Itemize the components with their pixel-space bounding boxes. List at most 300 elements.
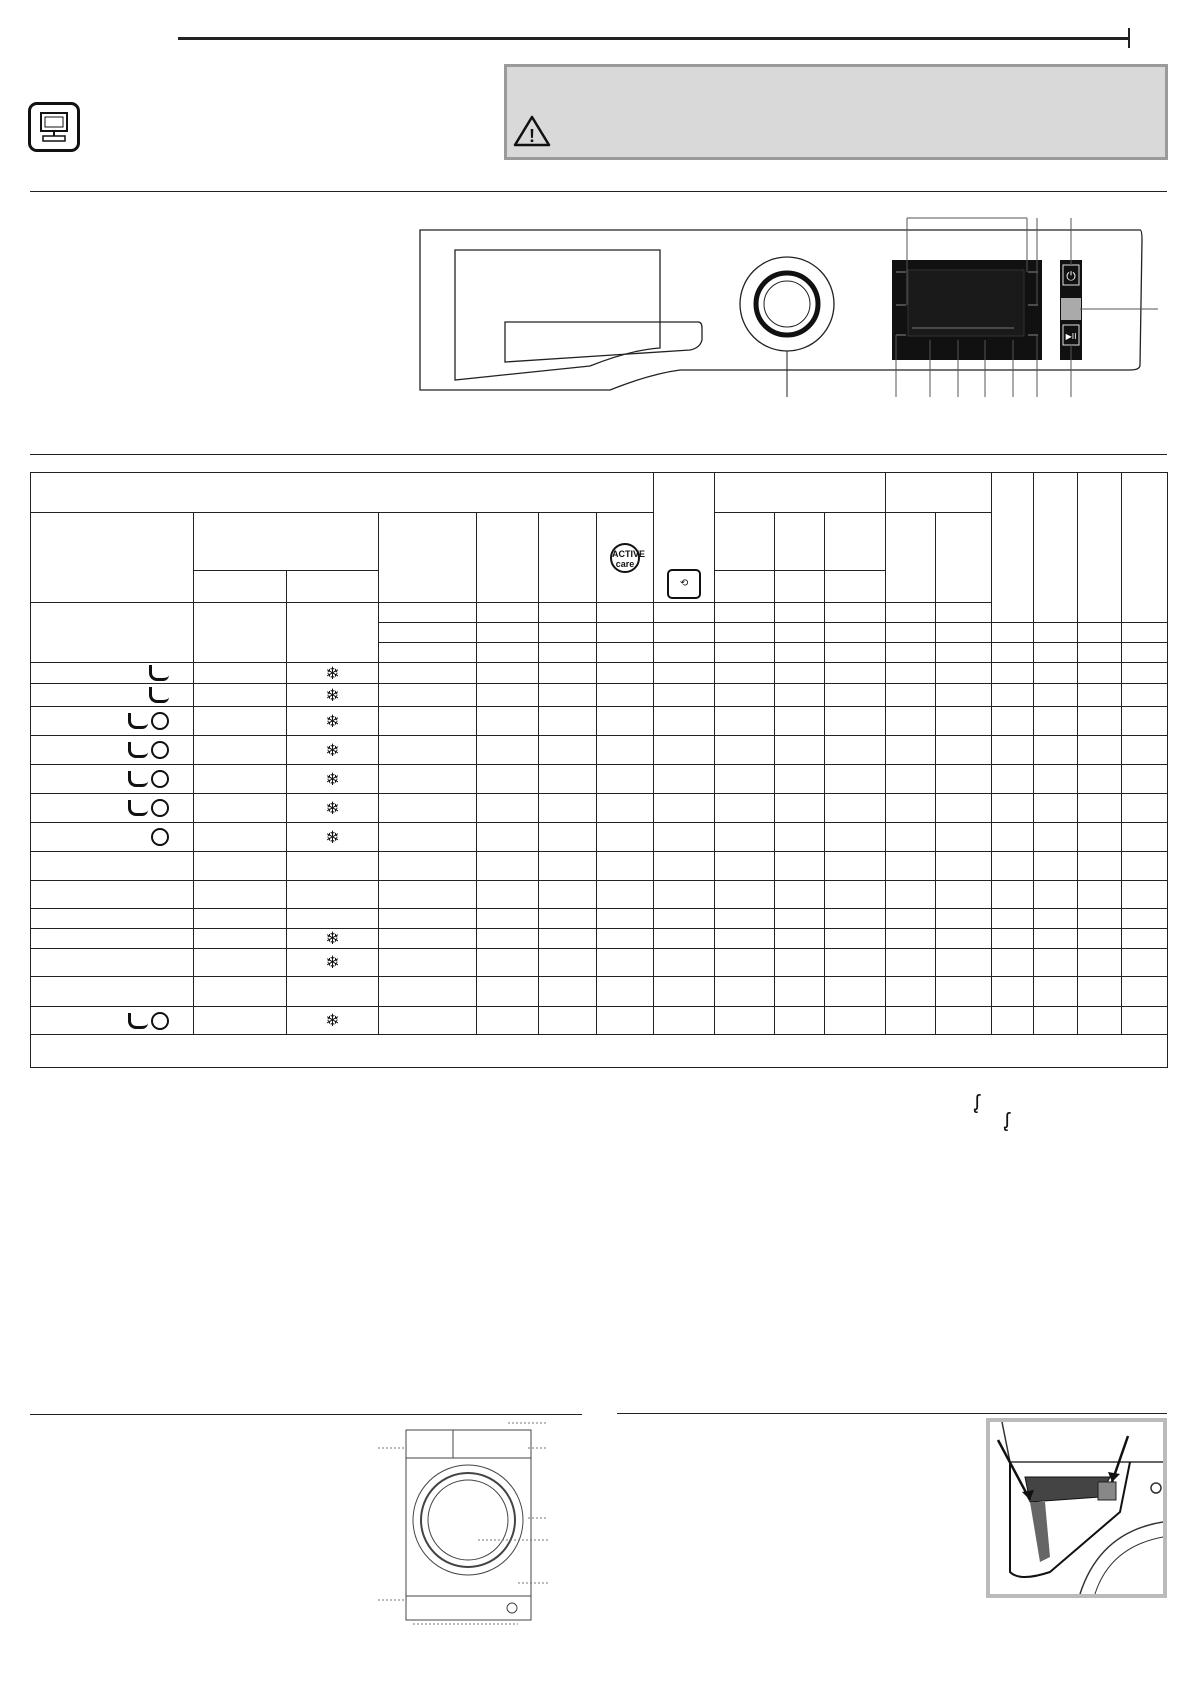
table-cell — [194, 707, 287, 736]
table-cell — [379, 929, 477, 949]
snowflake-icon: ❄ — [325, 769, 340, 789]
table-row — [31, 852, 1168, 881]
table-cell — [654, 909, 715, 929]
table-header-cell — [654, 571, 715, 603]
table-cell — [715, 643, 775, 663]
table-cell — [1078, 881, 1122, 909]
table-cell — [1034, 663, 1078, 684]
table-cell — [194, 823, 287, 852]
table-cell — [539, 881, 597, 909]
snowflake-icon: ❄ — [325, 740, 340, 760]
table-cell — [715, 977, 775, 1007]
table-cell — [825, 684, 886, 707]
table-cell — [992, 794, 1034, 823]
table-cell — [936, 794, 992, 823]
active-care-icon — [151, 770, 169, 788]
table-cell — [992, 643, 1034, 663]
table-cell — [477, 765, 539, 794]
table-cell — [886, 603, 936, 623]
table-cell — [936, 852, 992, 881]
table-cell — [715, 909, 775, 929]
table-row — [31, 1007, 1168, 1035]
section-rule-1 — [30, 191, 1167, 192]
table-row — [31, 684, 1168, 707]
table-cell — [31, 765, 194, 794]
table-cell — [194, 1007, 287, 1035]
table-cell — [379, 765, 477, 794]
table-cell — [379, 881, 477, 909]
table-cell — [1122, 736, 1168, 765]
table-cell — [775, 881, 825, 909]
table-header-cell — [194, 571, 287, 603]
table-header-cell — [936, 513, 992, 603]
table-cell — [775, 603, 825, 623]
table-cell — [1078, 909, 1122, 929]
table-cell — [936, 707, 992, 736]
table-cell — [775, 794, 825, 823]
table-cell — [992, 852, 1034, 881]
table-cell — [1078, 765, 1122, 794]
table-cell — [287, 977, 379, 1007]
table-cell — [775, 736, 825, 765]
table-cell — [597, 707, 654, 736]
table-cell — [539, 623, 597, 643]
table-cell — [992, 684, 1034, 707]
table-cell — [1078, 623, 1122, 643]
table-cell — [1122, 794, 1168, 823]
start-pause-icon[interactable]: ▶II — [1065, 332, 1077, 341]
table-header-cell — [1034, 473, 1078, 623]
table-cell — [31, 909, 194, 929]
soil-level-icon — [149, 665, 169, 681]
monitor-icon — [28, 102, 80, 152]
table-footnote-row — [31, 1035, 1168, 1068]
table-cell — [1122, 949, 1168, 977]
table-cell — [886, 823, 936, 852]
table-cell — [886, 643, 936, 663]
table-cell — [31, 794, 194, 823]
table-cell — [1034, 765, 1078, 794]
table-cell — [31, 736, 194, 765]
table-cell — [775, 1007, 825, 1035]
table-cell — [1034, 852, 1078, 881]
table-cell — [936, 684, 992, 707]
table-cell — [992, 765, 1034, 794]
table-cell — [825, 623, 886, 643]
table-cell — [597, 736, 654, 765]
table-cell — [715, 623, 775, 643]
table-cell — [379, 707, 477, 736]
table-cell — [287, 707, 379, 736]
table-cell — [654, 977, 715, 1007]
table-cell — [287, 684, 379, 707]
table-cell — [379, 736, 477, 765]
table-header-cell — [477, 513, 539, 603]
table-cell — [654, 881, 715, 909]
table-cell — [936, 977, 992, 1007]
table-cell — [936, 1007, 992, 1035]
table-cell — [539, 1007, 597, 1035]
active-care-icon — [151, 828, 169, 846]
table-cell — [654, 949, 715, 977]
snowflake-icon: ❄ — [325, 798, 340, 818]
table-cell — [715, 881, 775, 909]
table-cell — [1122, 663, 1168, 684]
table-cell — [936, 909, 992, 929]
table-cell — [1034, 823, 1078, 852]
table-cell — [31, 949, 194, 977]
header-rule — [178, 37, 1128, 40]
table-cell — [597, 823, 654, 852]
table-header-cell — [825, 571, 886, 603]
table-cell — [1034, 684, 1078, 707]
table-header-cell — [1122, 473, 1168, 623]
table-row — [31, 929, 1168, 949]
table-cell — [936, 949, 992, 977]
table-cell — [886, 1007, 936, 1035]
table-cell — [31, 823, 194, 852]
table-cell — [1122, 977, 1168, 1007]
table-cell — [379, 823, 477, 852]
table-cell — [1122, 929, 1168, 949]
active-care-icon — [151, 799, 169, 817]
table-cell — [477, 977, 539, 1007]
table-cell — [992, 949, 1034, 977]
table-cell — [886, 736, 936, 765]
table-cell — [1078, 663, 1122, 684]
table-cell — [992, 707, 1034, 736]
table-cell — [287, 909, 379, 929]
table-cell — [539, 852, 597, 881]
table-cell — [597, 684, 654, 707]
table-cell — [379, 663, 477, 684]
table-cell — [825, 909, 886, 929]
table-cell — [379, 794, 477, 823]
table-header-cell — [825, 513, 886, 571]
table-cell — [477, 929, 539, 949]
table-cell — [775, 643, 825, 663]
table-cell — [1078, 949, 1122, 977]
table-cell — [477, 1007, 539, 1035]
table-cell — [886, 684, 936, 707]
dose-icon: ⟲ — [667, 569, 701, 599]
snowflake-icon: ❄ — [325, 685, 340, 705]
table-cell — [886, 852, 936, 881]
table-cell — [825, 823, 886, 852]
table-cell — [597, 929, 654, 949]
table-cell — [992, 1007, 1034, 1035]
table-cell — [775, 823, 825, 852]
table-row — [31, 736, 1168, 765]
table-cell — [992, 977, 1034, 1007]
table-cell — [775, 623, 825, 643]
table-cell — [539, 765, 597, 794]
notice-box — [504, 64, 1168, 160]
table-cell — [992, 623, 1034, 643]
table-cell — [287, 949, 379, 977]
table-cell — [992, 881, 1034, 909]
table-cell — [1034, 736, 1078, 765]
table-cell — [31, 977, 194, 1007]
table-cell — [654, 852, 715, 881]
table-cell — [539, 949, 597, 977]
table-cell — [379, 1007, 477, 1035]
table-cell — [936, 881, 992, 909]
table-cell — [194, 736, 287, 765]
table-cell — [597, 881, 654, 909]
table-cell — [1122, 852, 1168, 881]
table-cell — [379, 949, 477, 977]
table-cell — [825, 977, 886, 1007]
detergent-drawer-photo — [986, 1418, 1167, 1598]
washer-front-diagram — [378, 1418, 568, 1628]
table-cell — [886, 663, 936, 684]
table-cell — [287, 603, 379, 663]
table-cell — [194, 852, 287, 881]
table-cell — [539, 823, 597, 852]
soil-level-icon — [128, 800, 148, 816]
table-cell — [287, 823, 379, 852]
table-cell — [1078, 1007, 1122, 1035]
table-cell — [1078, 643, 1122, 663]
section-rule-2 — [30, 454, 1167, 455]
table-cell — [715, 707, 775, 736]
table-cell — [477, 707, 539, 736]
table-cell — [1078, 977, 1122, 1007]
table-cell — [194, 949, 287, 977]
table-cell — [654, 1007, 715, 1035]
table-cell — [477, 736, 539, 765]
table-cell — [825, 663, 886, 684]
table-row — [31, 909, 1168, 929]
snowflake-icon: ❄ — [325, 663, 340, 683]
table-cell — [194, 765, 287, 794]
table-cell — [379, 684, 477, 707]
table-cell — [31, 707, 194, 736]
table-cell — [1034, 881, 1078, 909]
table-cell — [886, 707, 936, 736]
table-cell — [715, 852, 775, 881]
table-cell — [1122, 684, 1168, 707]
table-cell — [539, 663, 597, 684]
table-cell — [775, 949, 825, 977]
table-cell — [379, 977, 477, 1007]
table-cell — [287, 852, 379, 881]
active-care-icon — [151, 741, 169, 759]
table-header-cell — [715, 473, 886, 513]
table-cell — [1034, 1007, 1078, 1035]
table-cell — [936, 663, 992, 684]
table-cell — [1122, 643, 1168, 663]
table-cell — [775, 707, 825, 736]
table-cell — [715, 684, 775, 707]
section-rule-right — [617, 1413, 1167, 1414]
table-header-cell — [539, 513, 597, 603]
table-cell — [287, 663, 379, 684]
table-cell — [936, 643, 992, 663]
table-cell — [886, 977, 936, 1007]
table-cell — [379, 643, 477, 663]
table-cell — [715, 949, 775, 977]
table-cell — [194, 684, 287, 707]
table-cell — [539, 909, 597, 929]
soil-level-icon — [128, 713, 148, 729]
table-cell — [287, 794, 379, 823]
table-header-cell — [715, 513, 775, 571]
table-cell — [825, 881, 886, 909]
table-cell — [715, 603, 775, 623]
table-cell — [597, 603, 654, 623]
table-cell — [1078, 852, 1122, 881]
table-cell — [936, 623, 992, 643]
table-cell — [1078, 684, 1122, 707]
table-cell — [715, 823, 775, 852]
table-cell — [825, 603, 886, 623]
table-header-cell — [379, 513, 477, 603]
table-cell — [825, 852, 886, 881]
table-cell — [992, 929, 1034, 949]
table-cell — [597, 663, 654, 684]
table-cell — [992, 823, 1034, 852]
table-cell — [287, 929, 379, 949]
table-cell — [539, 643, 597, 663]
table-cell — [597, 794, 654, 823]
table-cell — [825, 794, 886, 823]
table-cell — [31, 603, 194, 663]
table-cell — [825, 1007, 886, 1035]
table-cell — [31, 881, 194, 909]
table-cell — [715, 736, 775, 765]
table-cell — [287, 736, 379, 765]
table-cell — [1122, 765, 1168, 794]
table-footnote — [31, 1035, 1168, 1068]
table-cell — [886, 765, 936, 794]
table-cell — [597, 909, 654, 929]
table-cell — [886, 949, 936, 977]
table-cell — [1122, 823, 1168, 852]
table-cell — [1034, 929, 1078, 949]
table-cell — [597, 623, 654, 643]
table-cell — [477, 823, 539, 852]
table-cell — [825, 765, 886, 794]
table-cell — [715, 663, 775, 684]
table-cell — [597, 1007, 654, 1035]
table-cell — [825, 736, 886, 765]
table-cell — [477, 663, 539, 684]
table-header-cell — [654, 473, 715, 571]
table-cell — [654, 765, 715, 794]
table-cell — [539, 603, 597, 623]
program-table — [30, 472, 1168, 1068]
table-cell — [775, 852, 825, 881]
table-cell — [477, 603, 539, 623]
soil-level-icon — [149, 687, 169, 703]
table-cell — [775, 977, 825, 1007]
table-cell — [654, 684, 715, 707]
control-panel-diagram — [410, 210, 1170, 410]
table-cell — [1034, 977, 1078, 1007]
table-cell — [31, 929, 194, 949]
table-cell — [825, 949, 886, 977]
snowflake-icon: ❄ — [325, 1011, 340, 1030]
table-header-cell — [31, 513, 194, 603]
table-header-cell — [1078, 473, 1122, 623]
table-cell — [1034, 949, 1078, 977]
active-care-icon — [151, 712, 169, 730]
table-cell — [715, 1007, 775, 1035]
table-cell — [477, 949, 539, 977]
table-cell — [31, 852, 194, 881]
table-header-cell — [194, 513, 379, 571]
table-row — [31, 823, 1168, 852]
table-cell — [775, 684, 825, 707]
table-cell — [597, 977, 654, 1007]
table-cell — [886, 909, 936, 929]
snowflake-icon: ❄ — [325, 711, 340, 731]
table-cell — [936, 736, 992, 765]
table-header-cell — [992, 473, 1034, 623]
table-cell — [936, 929, 992, 949]
table-cell — [886, 929, 936, 949]
table-cell — [992, 663, 1034, 684]
svg-text:!: ! — [529, 126, 535, 146]
table-cell — [1034, 643, 1078, 663]
table-cell — [654, 929, 715, 949]
table-cell — [597, 852, 654, 881]
table-cell — [654, 823, 715, 852]
table-row — [31, 794, 1168, 823]
table-cell — [1034, 794, 1078, 823]
table-cell — [539, 929, 597, 949]
snowflake-icon: ❄ — [325, 827, 340, 847]
table-cell — [539, 736, 597, 765]
table-cell — [825, 929, 886, 949]
table-cell — [936, 765, 992, 794]
table-header-cell — [31, 473, 654, 513]
table-cell — [477, 684, 539, 707]
table-cell — [1078, 707, 1122, 736]
table-cell — [1034, 623, 1078, 643]
table-cell — [936, 603, 992, 623]
table-cell — [936, 823, 992, 852]
soil-level-icon — [128, 771, 148, 787]
table-cell — [194, 603, 287, 663]
table-cell — [379, 623, 477, 643]
snowflake-icon: ❄ — [325, 953, 340, 972]
table-cell — [715, 929, 775, 949]
table-cell — [194, 909, 287, 929]
table-cell — [477, 623, 539, 643]
table-cell — [194, 929, 287, 949]
table-cell — [715, 765, 775, 794]
table-header-cell — [775, 513, 825, 571]
table-cell — [654, 603, 715, 623]
table-row — [31, 949, 1168, 977]
table-cell — [1078, 736, 1122, 765]
table-cell — [886, 881, 936, 909]
table-cell — [597, 643, 654, 663]
table-cell — [539, 794, 597, 823]
table-cell — [287, 1007, 379, 1035]
snowflake-icon: ❄ — [325, 929, 340, 948]
section-rule-left — [30, 1414, 582, 1415]
table-cell — [775, 765, 825, 794]
table-cell — [992, 909, 1034, 929]
table-cell — [825, 643, 886, 663]
power-icon[interactable]: ⏻ — [1066, 269, 1076, 283]
table-cell — [477, 643, 539, 663]
table-cell — [825, 707, 886, 736]
